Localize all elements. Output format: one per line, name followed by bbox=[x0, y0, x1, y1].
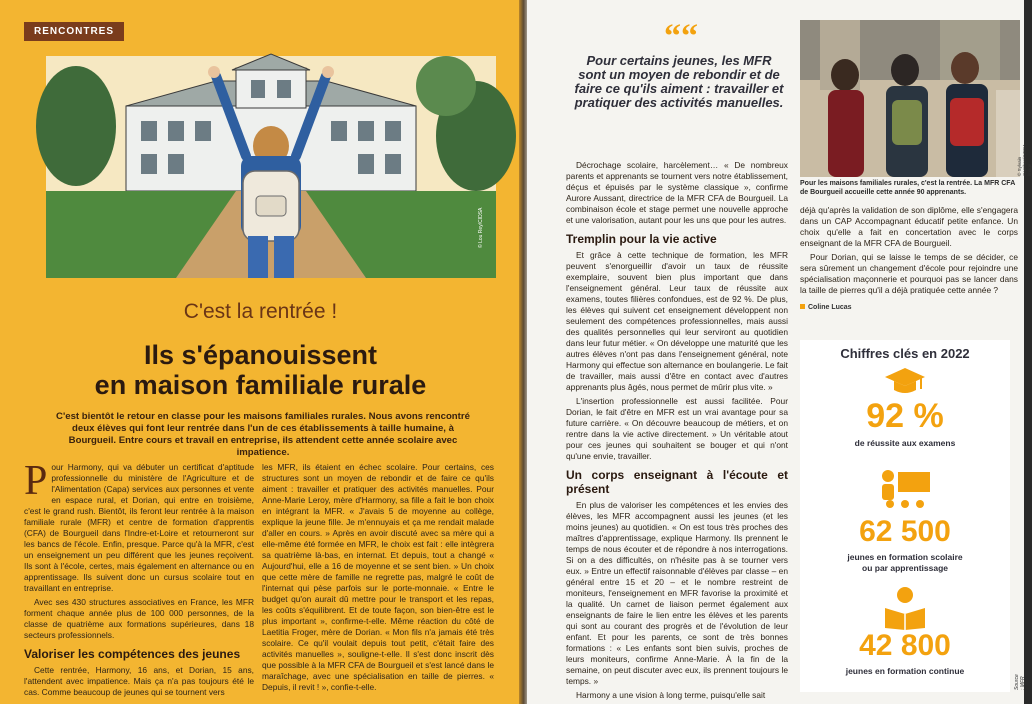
key-figures-box bbox=[800, 340, 1010, 692]
key-figures-title: Chiffres clés en 2022 bbox=[840, 346, 970, 361]
illustration-credit: © Lou Rey/CIDSA bbox=[478, 207, 484, 248]
reader-icon bbox=[882, 586, 928, 630]
subheading: Valoriser les compétences des jeunes bbox=[24, 647, 241, 661]
stat-value: 42 800 bbox=[859, 629, 951, 662]
stat-label bbox=[800, 552, 1010, 574]
paragraph: L'insertion professionnelle est aussi facilitée. Pour Dorian, le fait d'être en MFR est un vrai avantage pour sa future carrière. « On découvre beaucoup de métiers, et on rentre dans la vie active directement. » Un véritable atout pour ces jeunes qui souhaitent se bouger et qui n'ont qu'une envie, travailler. bbox=[566, 396, 788, 461]
paragraph: Décrochage scolaire, harcèlement… « De nombreux parents et apprenants se tournent vers notre établissement, déçus et épuisés par le système classique », confirme Aurore Aussant, directrice de la MFR CFA de Bourgueil. La combinaison école et stage permet une nouvelle approche et une valorisation, autant pour les uns que pour les autres. bbox=[566, 160, 788, 225]
paragraph: Et grâce à cette technique de formation, les MFR peuvent s'enorgueillir d'avoir un taux de réussite exemplaire, souvent bien plus important que dans l'enseignement général. Leur taux de réussite aux examens, toutes filières confondues, est de 92 %. De plus, les élèves qui suivent cet enseignement développent non seulement des compétences professionnelles, mais aussi des qualités personnelles qui leur serviront au quotidien dans leur futur métier. « On développe une maturité que les autres élèves n'ont pas dans l'enseignement général, note Harmony qui effectue son alternance en boulangerie. Le fait de travailler, mais aussi d'être en contact avec d'autres apprenants plus âgés, nous permet de mûrir plus vite. » bbox=[566, 250, 788, 392]
paragraph: Avec ses 430 structures associatives en France, les MFR forment chaque année plus de 100 000 personnes, de la classe de quatrième aux formations supérieures, dans 18 secteurs professionnels. bbox=[24, 597, 254, 640]
article-lead: C'est bientôt le retour en classe pour les maisons familiales rurales. Nous avons rencontré deux élèves qui font leur rentrée dans l'un de ces établissements à taille humaine, à Bourgueil. Entre cours et travail en entreprise, ils attendent cette année scolaire avec impatience. bbox=[56, 411, 470, 458]
column-4 bbox=[800, 205, 1018, 295]
paragraph: En plus de valoriser les compétences et les envies des élèves, les MFR accompagnent aussi les jeunes (et les moins jeunes) au quotidien. « On est tous très proches des maîtres d'apprentissage, explique Harmony. Ils prennent le temps de nous écouter et de répondre à nos interrogations. Si on a des difficultés, on n'hésite pas à se tourner vers eux. » Entre un effectif raisonnable d'élèves par classe – en général entre 15 et 20 – et le nombre restreint de moniteurs, l'enseignement en MFR favorise la proximité et la qualité. Un carnet de liaison permet également aux enseignants de faire le lien entre les élèves et les parents qui sont au courant des progrès et de l'évolution de leur enfant. Et pour les parents, ce sont de très bonnes formations : « Les enfants sont bien suivis, proches de leurs moniteurs, confirme Anne-Marie. À la fin de la semaine, on peut discuter avec eux, ils prennent toujours le temps. » bbox=[566, 500, 788, 686]
column-3 bbox=[566, 160, 788, 704]
paragraph: Pour Harmony, qui va débuter un certificat d'aptitude professionnelle du ministère de l'Agriculture et de l'Alimentation (Capa) services aux personnes et vente en espace rural, et Dorian, qui entre en troisième, c'est le grand rush. Bientôt, ils feront leur rentrée à la maison familiale rurale (MFR) et centre de formation d'apprentis (CFA) de Bourgueil dans l'Indre-et-Loire et retourneront sur les bancs de l'école. Enfin, presque. Parce qu'à la MFR, c'est un enseignement un peu différent que les jeunes reçoivent. Ils sont à l'école, certes, mais également en alternance ou en apprentissage. Ils suivent donc un cursus scolaire tout en travaillant en entreprise. bbox=[24, 458, 254, 593]
section-tag: RENCONTRES bbox=[24, 22, 124, 41]
quote-icon: ““ bbox=[664, 18, 698, 55]
stat-label: jeunes en formation continue bbox=[845, 666, 965, 676]
photo-students bbox=[800, 20, 1020, 177]
paragraph: Pour Dorian, qui se laisse le temps de se décider, ce sera sûrement un changement d'école pour rejoindre une spécialisation maçonnerie et pourquoi pas se lancer dans la taille de pierres qu'il a déjà pratiquée cette année ? bbox=[800, 252, 1018, 295]
stat-label-line: jeunes en formation scolaire bbox=[847, 552, 963, 562]
stat-label-line: ou par apprentissage bbox=[862, 563, 948, 573]
pull-quote: Pour certains jeunes, les MFR sont un moyen de rebondir et de faire ce qu'ils aiment : travailler et pratiquer des activités manuelles. bbox=[574, 53, 784, 110]
bullet-icon bbox=[800, 304, 805, 309]
drop-cap: P bbox=[24, 458, 48, 504]
paragraph: les MFR, ils étaient en échec scolaire. Pour certains, ces structures sont un moyen de rebondir et de faire ce qu'ils aiment : travailler et pratiquer des activités manuelles. Pour Anne-Marie Leroy, mère d'Harmony, sa fille a fait le bon choix en intégrant la MFR. « J'avais 5 de moyenne au collège, explique la jeune fille. Je m'ennuyais et ça me rendait malade d'aller en cours. » Après en avoir discuté avec sa mère qui a elle-même été formée en MFR, le choix est fait : elle intègrera sa quatrième là-bas, en internat. Et depuis, tout a changé « Aujourd'hui, elle a 16 de moyenne et se sent bien. » Un choix que cette mère de famille ne regrette pas, malgré le coût de l'internat qui pèse parfois sur le porte-monnaie. « Entre le budget qu'on aurait dû mettre pour le transport et les repas, les coûts s'équilibrent. Et de toute façon, son bien-être est le plus important », confirme-t-elle. Même réaction du côté de Laetitia Froger, mère de Dorian. « Mon fils n'a jamais été très scolaire. Ce qu'il voulait depuis tout petit, c'était faire des activités manuelles », souligne-t-elle. Il s'est donc inscrit dès que possible à la MFR CFA de Bourgueil et s'est lancé dans le maraîchage, avec une spécialisation en taille de pierres. « Depuis, il revit ! », confie-t-elle. bbox=[262, 462, 494, 692]
stat-label: de réussite aux examens bbox=[854, 438, 956, 448]
stat-value: 92 % bbox=[866, 397, 944, 435]
article-kicker: C'est la rentrée ! bbox=[183, 300, 338, 323]
subheading: Tremplin pour la vie active bbox=[566, 232, 717, 246]
title-line-1: Ils s'épanouissent bbox=[144, 340, 377, 370]
article-title bbox=[0, 340, 521, 400]
paragraph: déjà qu'après la validation de son diplôme, elle s'engagera dans un CAP Accompagnant éducatif petite enfance. Un choix qu'elle a fait en concertation avec le corps enseignant de la MFR CFA de Bourgueil. bbox=[800, 205, 1018, 248]
stats-source: Source : MFR bbox=[1014, 674, 1026, 690]
subheading: Un corps enseignant à l'écoute et présent bbox=[566, 468, 788, 496]
photo-caption: Pour les maisons familiales rurales, c'est la rentrée. La MFR CFA de Bourgueil accueille cette année 90 apprenants. bbox=[800, 180, 1015, 196]
author-signature: Coline Lucas bbox=[800, 304, 852, 311]
column-1 bbox=[24, 458, 254, 702]
graduation-cap-icon bbox=[884, 366, 926, 396]
column-2 bbox=[262, 462, 494, 702]
title-line-2: en maison familiale rurale bbox=[94, 370, 427, 400]
photo-credit: © Sylvain Cambon/CIDSA image bbox=[1017, 144, 1032, 176]
stat-value: 62 500 bbox=[859, 515, 951, 548]
paragraph: Cette rentrée, Harmony, 16 ans, et Dorian, 15 ans, l'attendent avec impatience. Mais ça n'a pas toujours été le cas. Comme beaucoup de jeunes qui se tournent vers bbox=[24, 665, 254, 697]
classroom-icon bbox=[876, 468, 934, 512]
illustration-student-school bbox=[36, 46, 508, 278]
paragraph: Harmony a une vision à long terme, puisqu'elle sait bbox=[576, 690, 766, 700]
